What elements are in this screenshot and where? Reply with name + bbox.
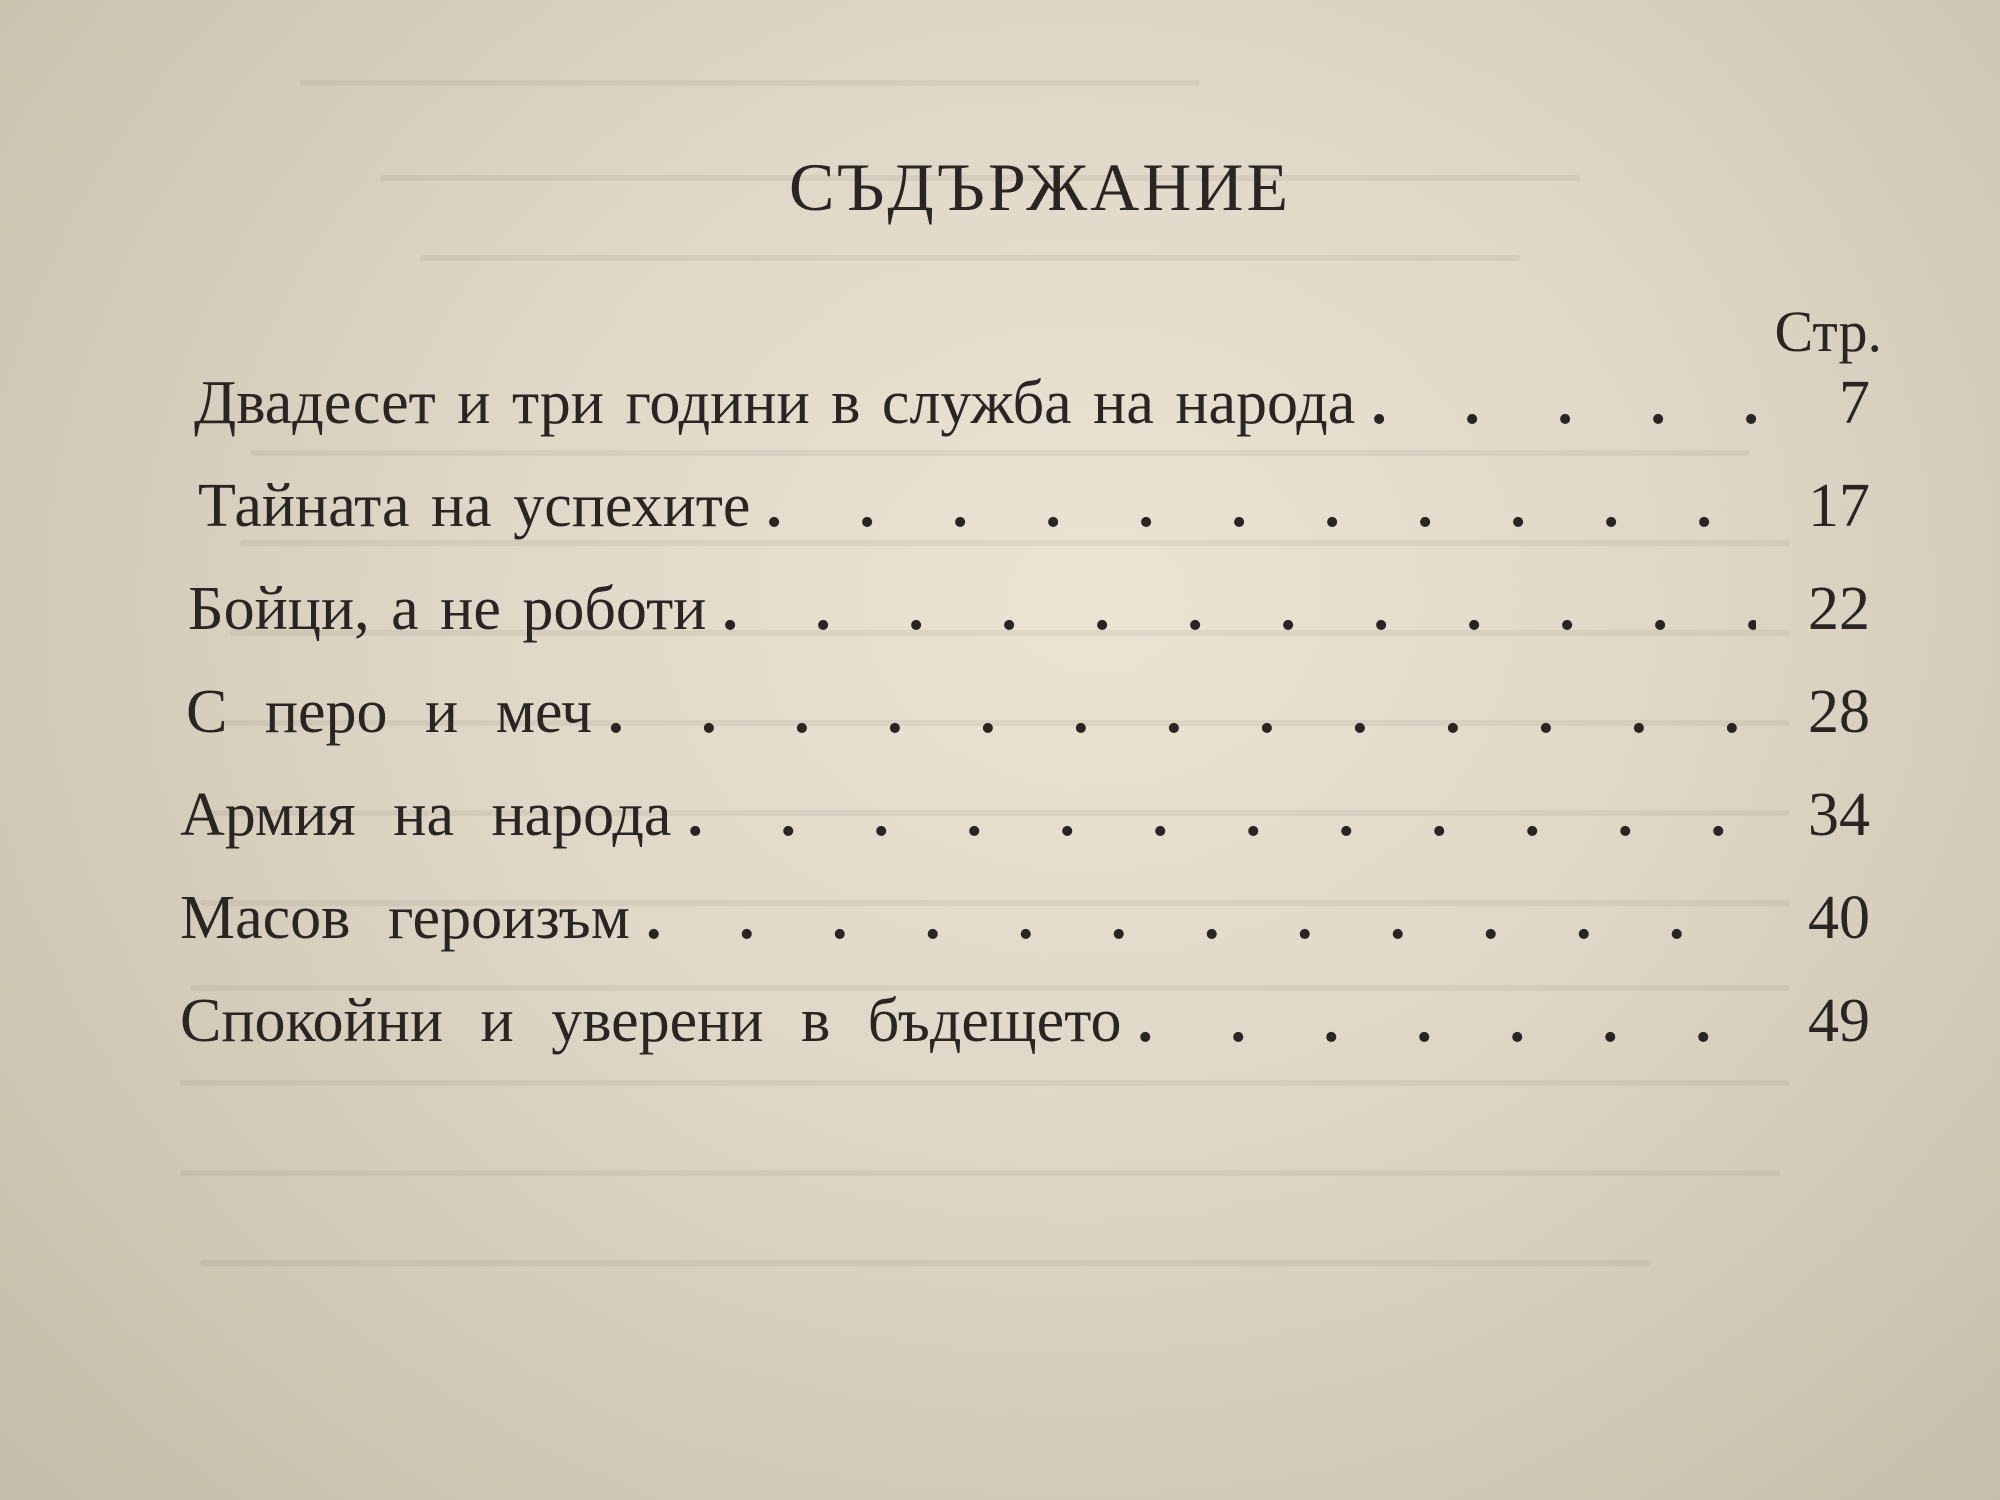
table-of-contents xyxy=(180,368,1870,1089)
toc-entry-page: 7 xyxy=(1839,369,1870,437)
toc-entry xyxy=(180,780,1870,883)
toc-entry-title: Бойци, а не роботи xyxy=(188,575,707,643)
toc-entry xyxy=(180,574,1870,677)
toc-entry-title: Масов героизъм xyxy=(180,884,630,952)
toc-entry xyxy=(180,471,1870,574)
toc-entry-title: Тайната на успехите xyxy=(198,472,751,540)
toc-entry-title: Армия на народа xyxy=(180,781,672,849)
toc-entry-page: 28 xyxy=(1808,678,1870,746)
toc-entry xyxy=(180,986,1870,1089)
dot-leader xyxy=(766,471,1756,542)
toc-entry-page: 40 xyxy=(1808,884,1870,952)
page-column-label: Стр. xyxy=(1774,299,1882,364)
dot-leader xyxy=(608,677,1756,748)
toc-entry-title: Спокойни и уверени в бъдещето xyxy=(180,987,1122,1055)
toc-entry xyxy=(180,677,1870,780)
toc-entry-title: Двадесет и три години в служба на народа xyxy=(194,369,1356,437)
toc-entry-page: 49 xyxy=(1808,987,1870,1055)
toc-entry-page: 17 xyxy=(1808,472,1870,540)
toc-entry-title: С перо и меч xyxy=(186,678,593,746)
dot-leader xyxy=(722,574,1756,645)
toc-entry-page: 34 xyxy=(1808,781,1870,849)
dot-leader xyxy=(687,780,1756,851)
toc-entry xyxy=(180,368,1870,471)
toc-entry xyxy=(180,883,1870,986)
page-title: СЪДЪРЖАНИЕ xyxy=(788,149,1292,225)
toc-entry-page: 22 xyxy=(1808,575,1870,643)
dot-leader xyxy=(1371,368,1756,439)
dot-leader xyxy=(646,883,1756,954)
dot-leader xyxy=(1137,986,1756,1057)
